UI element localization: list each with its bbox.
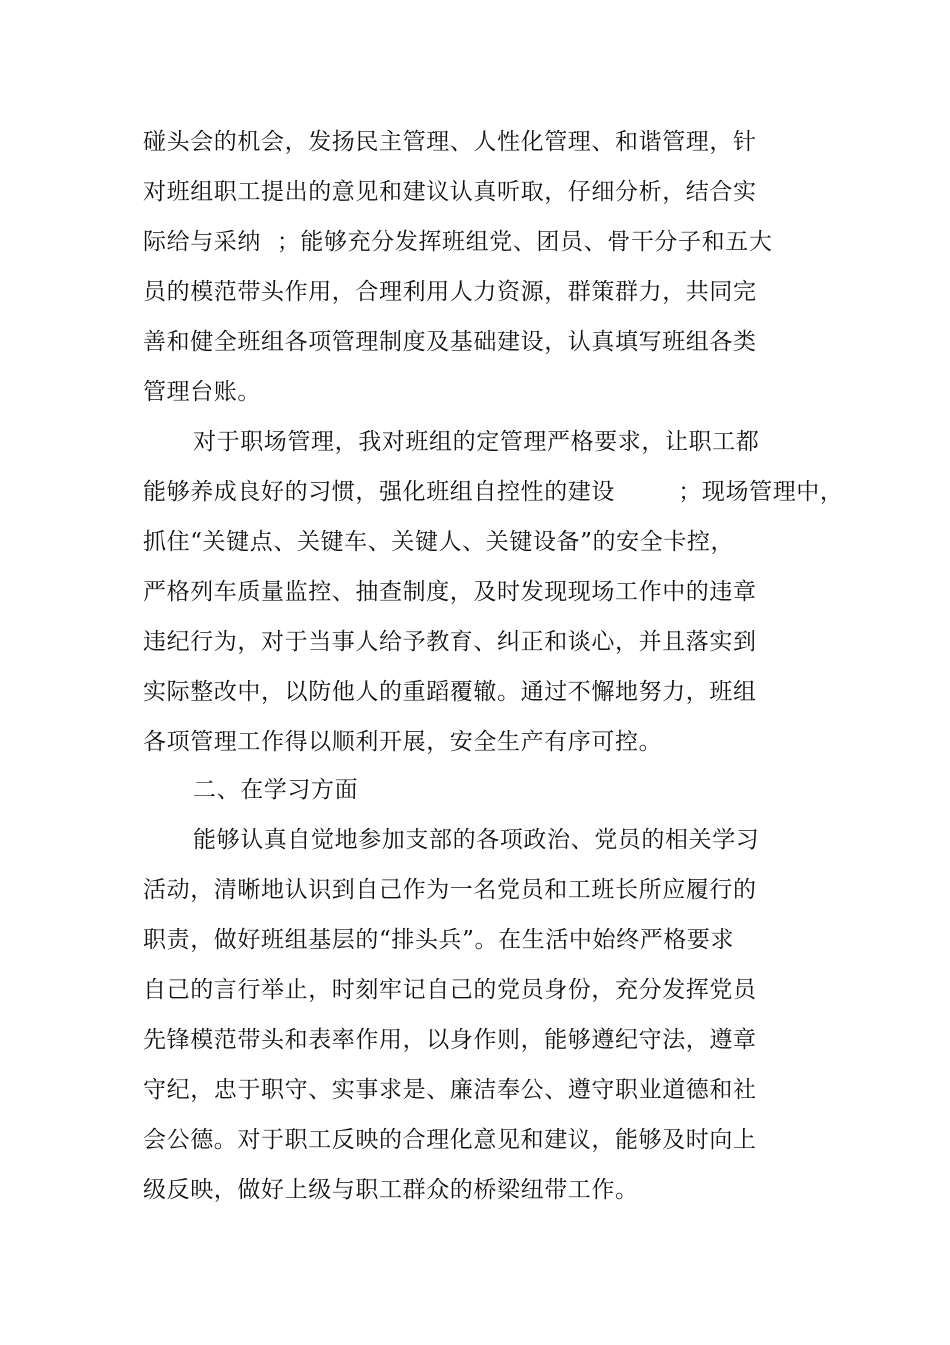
text-line: 善和健全班组各项管理制度及基础建设，认真填写班组各类 [143,329,757,355]
text-line: 际给与采纳 ；能够充分发挥班组党、团员、骨干分子和五大 [143,229,773,255]
text-line: 活动，清晰地认识到自己作为一名党员和工班长所应履行的 [143,877,757,903]
text-line: 自己的言行举止，时刻牢记自己的党员身份，充分发挥党员 [143,977,757,1003]
paragraph-first-line: 能够认真自觉地参加支部的各项政治、党员的相关学习 [193,827,760,853]
section-heading: 二、在学习方面 [193,777,359,803]
text-line: 级反映，做好上级与职工群众的桥梁纽带工作。 [143,1177,639,1203]
text-line: 实际整改中，以防他人的重蹈覆辙。通过不懈地努力，班组 [143,679,757,705]
text-line: 管理台账。 [143,379,261,405]
text-line: 违纪行为，对于当事人给予教育、纠正和谈心，并且落实到 [143,629,757,655]
text-line: 守纪，忠于职守、实事求是、廉洁奉公、遵守职业道德和社 [143,1077,757,1103]
text-line: 能够养成良好的习惯，强化班组自控性的建设 ；现场管理中， [143,479,844,505]
text-line: 碰头会的机会，发扬民主管理、人性化管理、和谐管理，针 [143,129,757,155]
text-line: 先锋模范带头和表率作用，以身作则，能够遵纪守法，遵章 [143,1027,757,1053]
text-line: 对班组职工提出的意见和建议认真听取，仔细分析，结合实 [143,179,757,205]
text-line: 严格列车质量监控、抽查制度，及时发现现场工作中的违章 [143,579,757,605]
text-line: 抓住“关键点、关键车、关键人、关键设备”的安全卡控， [143,529,735,555]
text-line: 各项管理工作得以顺利开展，安全生产有序可控。 [143,729,663,755]
text-line: 职责，做好班组基层的“排头兵”。在生活中始终严格要求 [143,927,735,953]
text-line: 会公德。对于职工反映的合理化意见和建议，能够及时向上 [143,1127,757,1153]
text-line: 员的模范带头作用，合理利用人力资源，群策群力，共同完 [143,279,757,305]
paragraph-first-line: 对于职场管理，我对班组的定管理严格要求，让职工都 [193,429,760,455]
